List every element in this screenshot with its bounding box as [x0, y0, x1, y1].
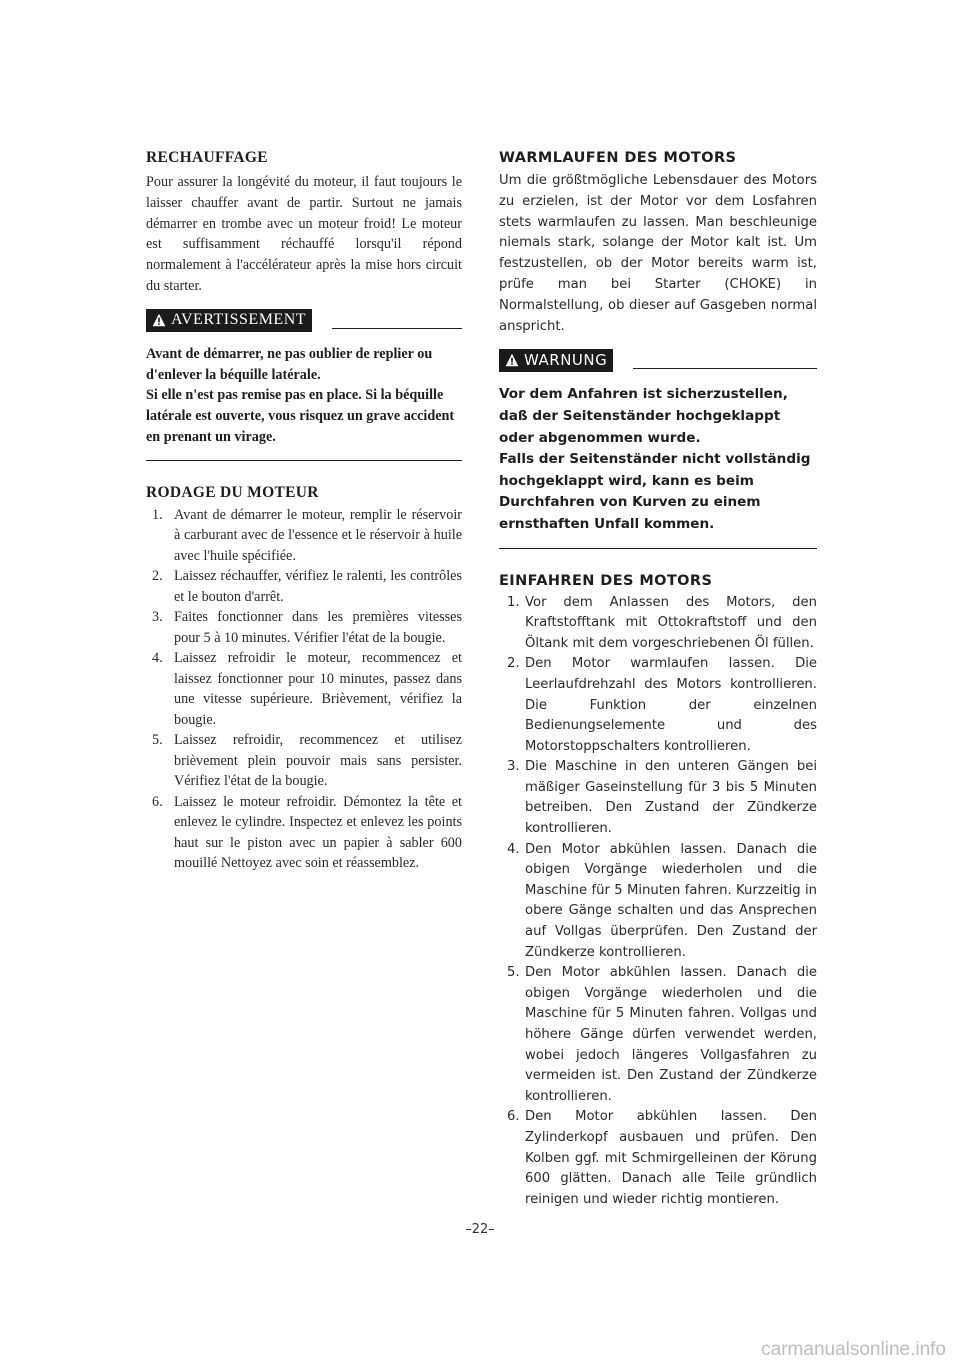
warmup-title-de: WARMLAUFEN DES MOTORS [499, 150, 737, 166]
step-number: 4. [152, 650, 163, 667]
warning-sentence-1-fr: Avant de démarrer, ne pas oublier de replier ou d'enlever la béquille latérale. [146, 345, 433, 383]
breakin-title-fr: RODAGE DU MOTEUR [146, 483, 319, 501]
step-text: Die Maschine in den unteren Gängen bei mäßiger Gaseinstellung für 3 bis 5 Minuten betreiben. Den Zustand der Zündkerze kontrollieren. [525, 759, 817, 837]
step-text: Den Motor abkühlen lassen. Danach die obigen Vorgänge wiederholen und die Maschine für 5 Minuten fahren. Vollgas und höhere Gänge dürfen verwendet werden, wobei jedoch längeres Vollgasfahren zu vermeiden ist. Den Zustand der Zündkerze kontrollieren. [525, 965, 817, 1104]
step-number: 1. [507, 594, 520, 610]
step-number: 5. [507, 965, 520, 981]
breakin-section-fr [146, 483, 462, 874]
warning-header-fr [146, 309, 462, 332]
warning-text-de [499, 384, 817, 535]
warning-header-rule-fr [332, 328, 462, 329]
step-number: 3. [152, 609, 163, 626]
list-item [499, 963, 817, 1107]
warning-triangle-icon [152, 313, 166, 327]
list-item [499, 1107, 817, 1210]
warning-sentence-2-de: Falls der Seitenständer nicht vollständig hochgeklappt wird, kann es beim Durchfahren von Kurven zu einem ernsthaften Unfall kommen. [499, 451, 811, 532]
breakin-steps-de [499, 593, 817, 1211]
step-text: Vor dem Anlassen des Motors, den Kraftstofftank mit Ottokraftstoff und den Öltank mit dem vorgeschriebenen Öl füllen. [525, 594, 817, 651]
list-item [146, 730, 462, 792]
warning-sentence-1-de: Vor dem Anfahren ist sicherzustellen, daß der Seitenständer hochgeklappt oder abgenommen wurde. [499, 386, 788, 446]
step-number: 5. [152, 732, 163, 749]
step-number: 6. [507, 1109, 520, 1125]
breakin-steps-fr [146, 505, 462, 874]
list-item [146, 505, 462, 567]
step-text: Laissez refroidir le moteur, recommencez et laissez fonctionner pour 10 minutes, passez dans une vitesse supérieure. Brièvement, vérifiez la bougie. [174, 650, 462, 728]
step-number: 2. [152, 568, 163, 585]
step-text: Avant de démarrer le moteur, remplir le réservoir à carburant avec de l'essence et le réservoir à huile avec l'huile spécifiée. [174, 506, 462, 564]
list-item [499, 593, 817, 655]
step-number: 4. [507, 841, 520, 857]
step-text: Laissez réchauffer, vérifiez le ralenti, les contrôles et le bouton d'arrêt. [174, 568, 462, 605]
step-text: Faites fonctionner dans les premières vitesses pour 5 à 10 minutes. Vérifier l'état de la bougie. [174, 609, 462, 646]
warning-sentence-2-fr: Si elle n'est pas remise pas en place. Si la béquille latérale est ouverte, vous risquez un grave accident en prenant un virage. [146, 387, 455, 445]
list-item [146, 648, 462, 730]
step-text: Den Motor warmlaufen lassen. Die Leerlaufdrehzahl des Motors kontrollieren. Die Funktion der einzelnen Bedienungselemente und des Motorstoppschalters kontrollieren. [525, 656, 817, 754]
step-number: 2. [507, 656, 520, 672]
warmup-text-de: Um die größtmögliche Lebensdauer des Motors zu erzielen, ist der Motor vor dem Losfahren stets warmlaufen zu lassen. Man beschleunige niemals stark, solange der Motor kalt ist. Um festzustellen, ob der Motor bereits warm ist, prüfe man bei Starter (CHOKE) in Normalstellung, ob dieser auf Gasgeben normal anspricht. [499, 173, 817, 334]
french-column [146, 148, 462, 874]
page-number: –22– [465, 1222, 495, 1237]
step-text: Den Motor abkühlen lassen. Den Zylinderkopf ausbauen und prüfen. Den Kolben ggf. mit Schmirgelleinen der Körung 600 glätten. Danach alle Teile gründlich reinigen und wieder richtig montieren. [525, 1109, 817, 1207]
warning-label-fr: AVERTISSEMENT [171, 310, 307, 328]
warning-end-rule-fr [146, 460, 462, 461]
warmup-text-fr: Pour assurer la longévité du moteur, il faut toujours le laisser chauffer avant de partir. Surtout ne jamais démarrer en trombe avec un moteur froid! Le moteur est suffisamment réchauffé lorsqu'il répond normalement à l'accélérateur après la mise hors circuit du starter. [146, 174, 462, 294]
list-item [499, 654, 817, 757]
warning-end-rule-de [499, 548, 817, 549]
step-text: Laissez refroidir, recommencez et utilisez brièvement plein pouvoir mais sans persister. Vérifiez l'état de la bougie. [174, 732, 462, 790]
step-text: Den Motor abkühlen lassen. Danach die obigen Vorgänge wiederholen und die Maschine für 5 Minuten fahren. Kurzzeitig in obere Gänge schalten und das Ansprechen auf Vollgas überprüfen. Den Zustand der Zündkerze kontrollieren. [525, 841, 817, 960]
german-column [499, 148, 817, 1210]
warning-triangle-icon [505, 353, 519, 367]
list-item [146, 792, 462, 874]
step-number: 6. [152, 793, 163, 810]
warmup-title-fr: RECHAUFFAGE [146, 149, 268, 166]
list-item [146, 607, 462, 648]
list-item [499, 757, 817, 839]
warning-header-rule-de [633, 368, 817, 369]
warning-badge-de [499, 349, 613, 372]
watermark-link[interactable]: carmanualsonline.info [761, 1339, 946, 1360]
list-item [499, 840, 817, 964]
warning-text-fr [146, 344, 462, 448]
warning-label-de: WARNUNG [524, 351, 608, 370]
list-item [146, 566, 462, 607]
breakin-title-de: EINFAHREN DES MOTORS [499, 572, 713, 589]
warning-header-de [499, 349, 817, 372]
step-number: 1. [152, 506, 163, 523]
warning-badge-fr [146, 309, 312, 332]
breakin-section-de [499, 571, 817, 1211]
step-number: 3. [507, 759, 520, 775]
step-text: Laissez le moteur refroidir. Démontez la tête et enlevez le cylindre. Inspectez et enlevez les points haut sur le piston avec un papier à sabler 600 mouillé Nettoyez avec soin et réassemblez. [174, 793, 462, 872]
